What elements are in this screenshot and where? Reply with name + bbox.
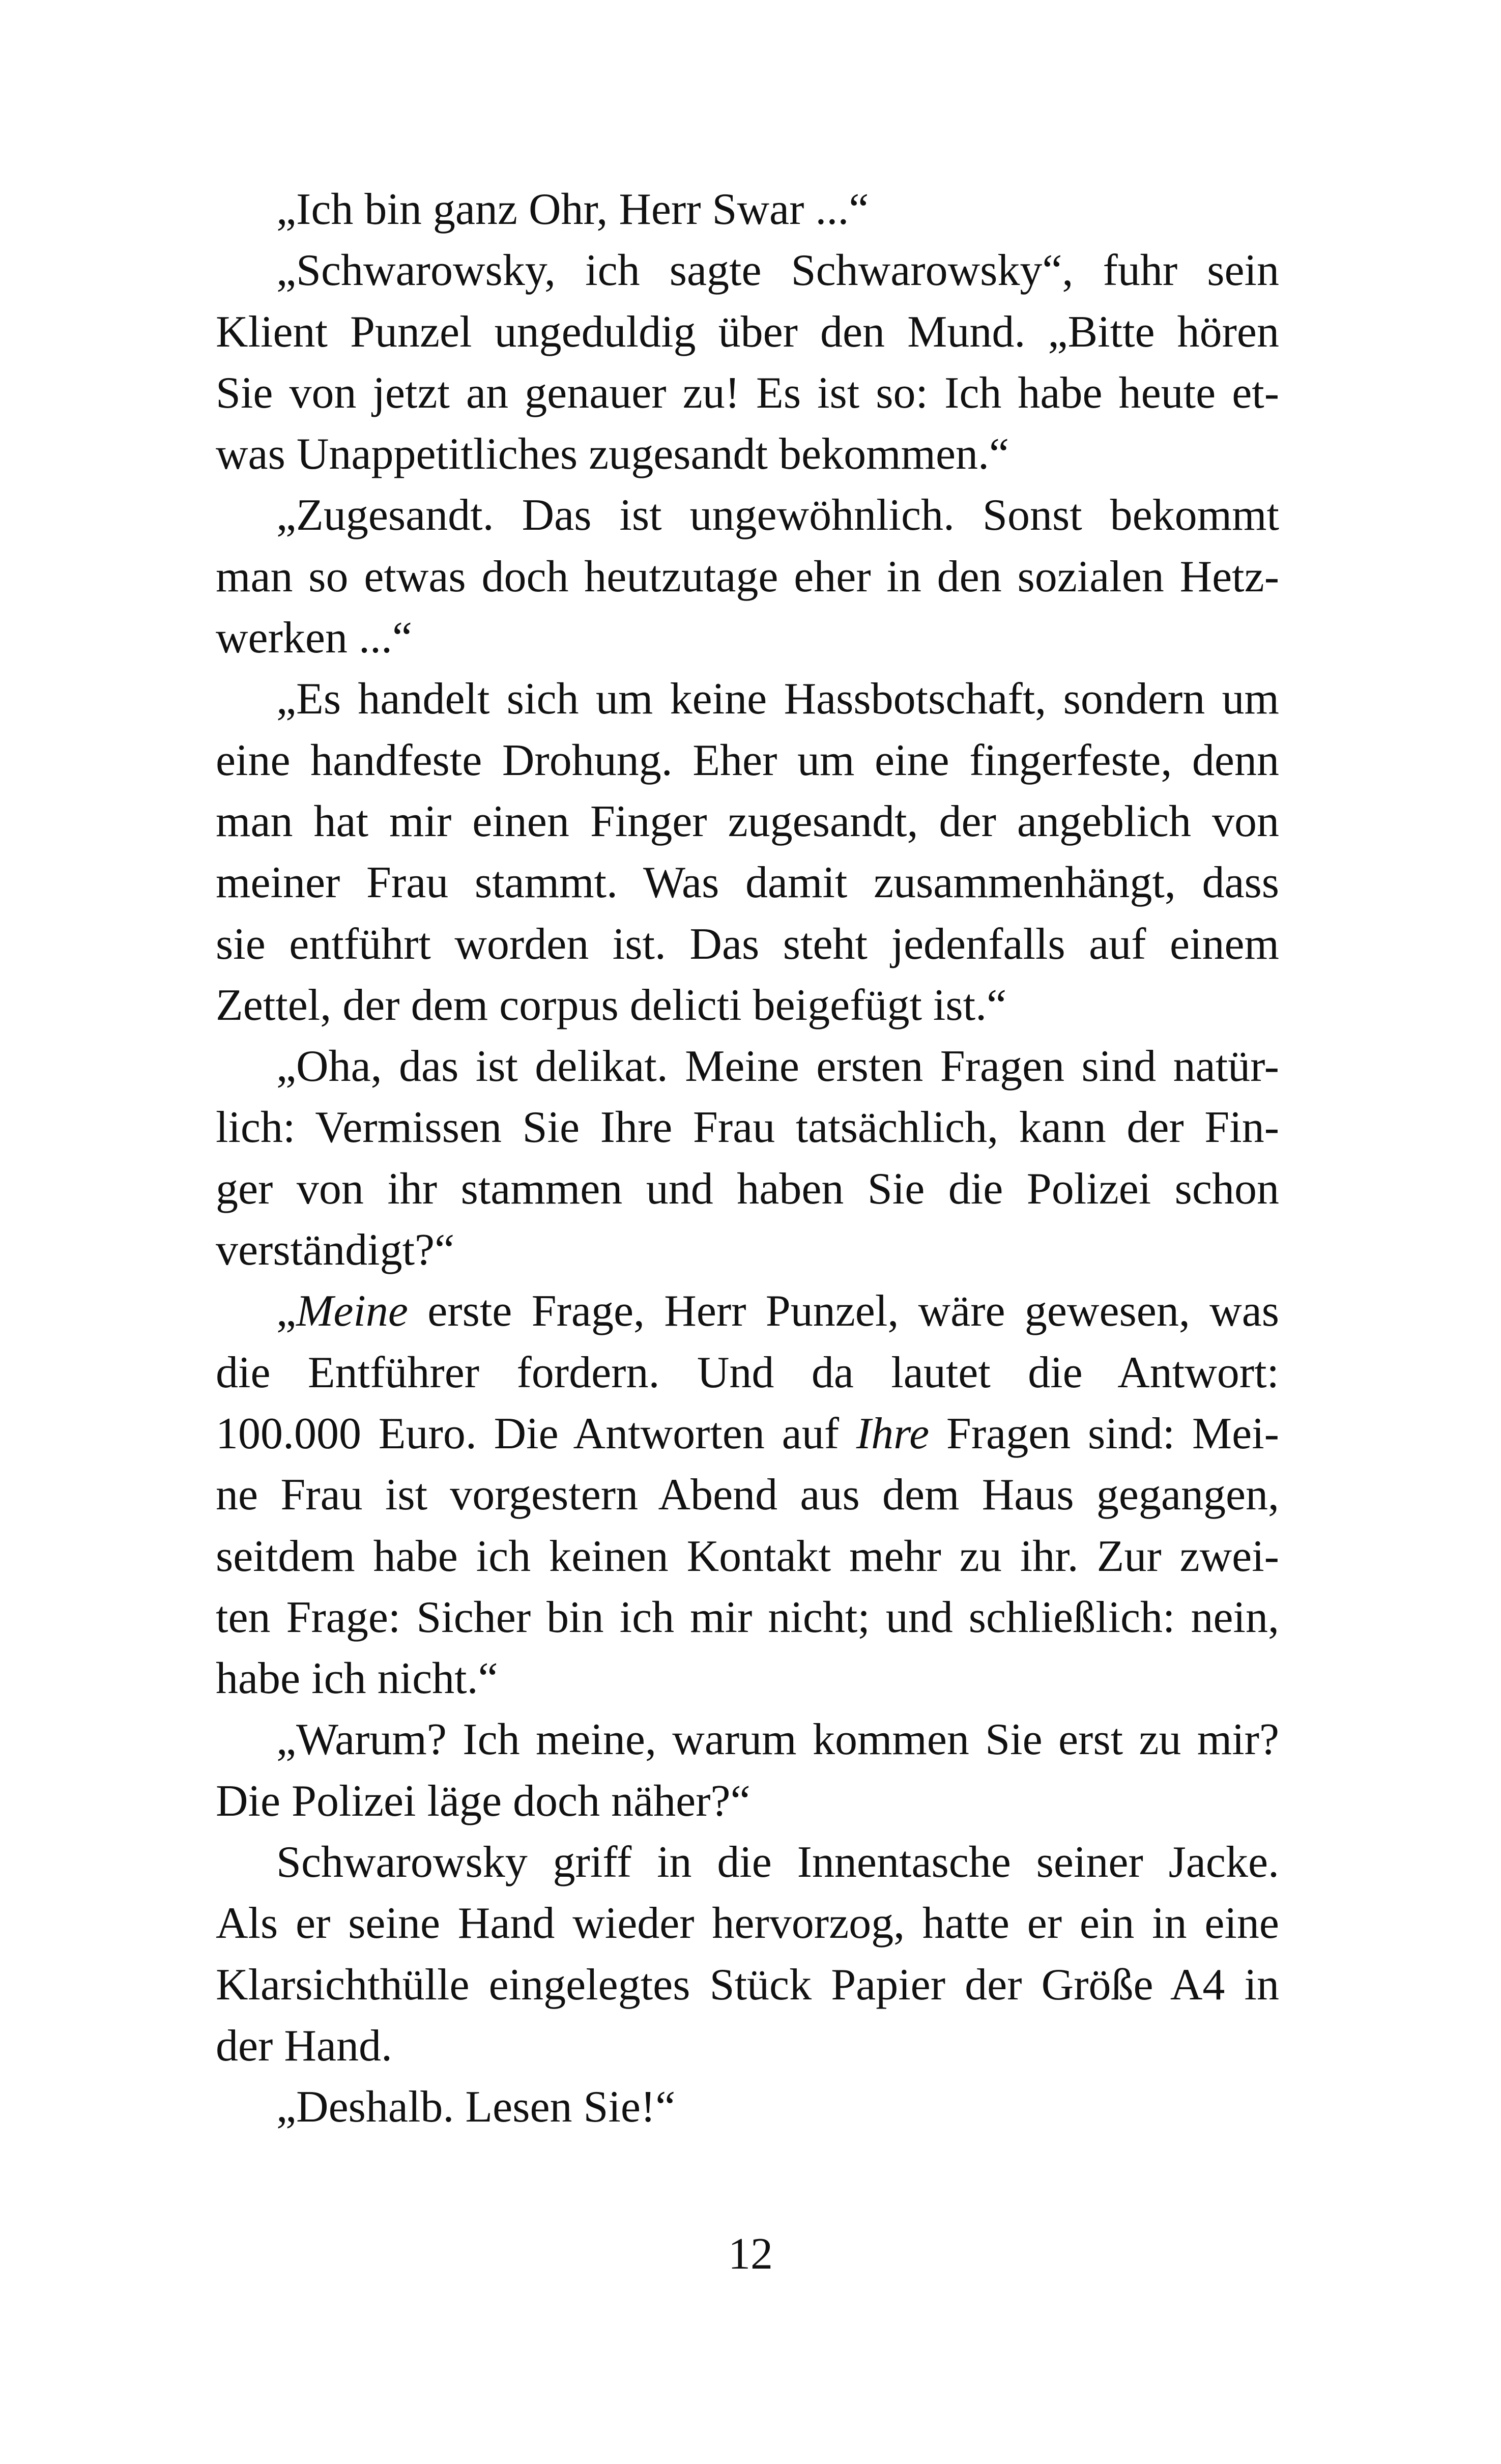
text-span: verständigt?“ <box>216 1225 455 1275</box>
text-span: meiner Frau stammt. Was damit zusammenhängt, dass <box>216 858 1279 908</box>
text-span: was Unappetitliches zugesandt bekommen.“ <box>216 429 1009 479</box>
text-line <box>216 1709 1279 1770</box>
page-number: 12 <box>728 2229 773 2279</box>
text-span: „ <box>276 1286 297 1336</box>
text-line <box>216 1342 1279 1403</box>
text-span: lich: Vermissen Sie Ihre Frau tatsächlich, kann der Fin- <box>216 1103 1279 1153</box>
text-line <box>216 1893 1279 1954</box>
body-text <box>216 179 1279 2138</box>
text-span: 100.000 Euro. Die Antworten auf <box>216 1409 856 1458</box>
text-line <box>216 302 1279 363</box>
text-line <box>216 1403 1279 1465</box>
text-line <box>216 2016 1279 2077</box>
text-span: „Oha, das ist delikat. Meine ersten Fragen sind natür- <box>276 1042 1279 1092</box>
text-line <box>216 975 1279 1036</box>
text-line <box>216 1220 1279 1281</box>
text-span: erste Frage, Herr Punzel, wäre gewesen, was <box>408 1286 1279 1336</box>
text-line <box>216 485 1279 546</box>
text-span: der Hand. <box>216 2021 392 2071</box>
text-span: sie entführt worden ist. Das steht jedenfalls auf einem <box>216 919 1279 969</box>
text-span: man hat mir einen Finger zugesandt, der angeblich von <box>216 796 1279 846</box>
text-line <box>216 1281 1279 1342</box>
text-span: „Es handelt sich um keine Hassbotschaft, sondern um <box>276 674 1279 724</box>
text-span: ger von ihr stammen und haben Sie die Polizei schon <box>216 1164 1279 1214</box>
italic-word: Ihre <box>856 1409 930 1458</box>
text-line <box>216 852 1279 913</box>
text-line <box>216 547 1279 608</box>
text-span: Zettel, der dem corpus delicti beigefügt ist.“ <box>216 980 1007 1030</box>
text-span: Als er seine Hand wieder hervorzog, hatte er ein in eine <box>216 1899 1279 1949</box>
text-span: seitdem habe ich keinen Kontakt mehr zu ihr. Zur zwei- <box>216 1531 1279 1581</box>
text-span: werken ...“ <box>216 613 413 663</box>
text-span: „Ich bin ganz Ohr, Herr Swar ...“ <box>276 185 869 234</box>
text-span: die Entführer fordern. Und da lautet die Antwort: <box>216 1348 1279 1397</box>
text-span: Schwarowsky griff in die Innentasche seiner Jacke. <box>276 1838 1279 1887</box>
text-line <box>216 424 1279 485</box>
text-span: ne Frau ist vorgestern Abend aus dem Haus gegangen, <box>216 1470 1279 1520</box>
text-line <box>216 1771 1279 1832</box>
text-line <box>216 240 1279 301</box>
text-line <box>216 669 1279 730</box>
text-span: Klient Punzel ungeduldig über den Mund. „Bitte hören <box>216 307 1279 357</box>
text-line <box>216 1036 1279 1097</box>
text-line <box>216 2077 1279 2138</box>
text-span: habe ich nicht.“ <box>216 1654 498 1704</box>
text-line <box>216 1587 1279 1648</box>
text-line <box>216 179 1279 240</box>
italic-word: Meine <box>296 1286 408 1336</box>
text-span: Fragen sind: Mei- <box>929 1409 1279 1458</box>
text-line <box>216 1526 1279 1587</box>
text-line <box>216 1955 1279 2016</box>
text-line <box>216 791 1279 852</box>
text-span: „Zugesandt. Das ist ungewöhnlich. Sonst bekommt <box>276 491 1279 540</box>
text-line <box>216 914 1279 975</box>
text-span: ten Frage: Sicher bin ich mir nicht; und schließlich: nein, <box>216 1592 1279 1642</box>
text-span: Die Polizei läge doch näher?“ <box>216 1776 750 1826</box>
text-line <box>216 1648 1279 1709</box>
text-line <box>216 1097 1279 1158</box>
text-span: Sie von jetzt an genauer zu! Es ist so: Ich habe heute et- <box>216 368 1279 418</box>
text-line <box>216 608 1279 669</box>
text-span: „Schwarowsky, ich sagte Schwarowsky“, fuhr sein <box>276 246 1279 296</box>
text-span: Klarsichthülle eingelegtes Stück Papier der Größe A4 in <box>216 1960 1279 2010</box>
text-span: „Warum? Ich meine, warum kommen Sie erst zu mir? <box>276 1715 1279 1765</box>
text-span: eine handfeste Drohung. Eher um eine fingerfeste, denn <box>216 735 1279 785</box>
text-line <box>216 730 1279 791</box>
text-line <box>216 1159 1279 1220</box>
text-span: man so etwas doch heutzutage eher in den sozialen Hetz- <box>216 552 1279 601</box>
text-span: „Deshalb. Lesen Sie!“ <box>276 2082 676 2132</box>
text-line <box>216 1832 1279 1893</box>
text-line <box>216 1465 1279 1526</box>
text-line <box>216 363 1279 424</box>
